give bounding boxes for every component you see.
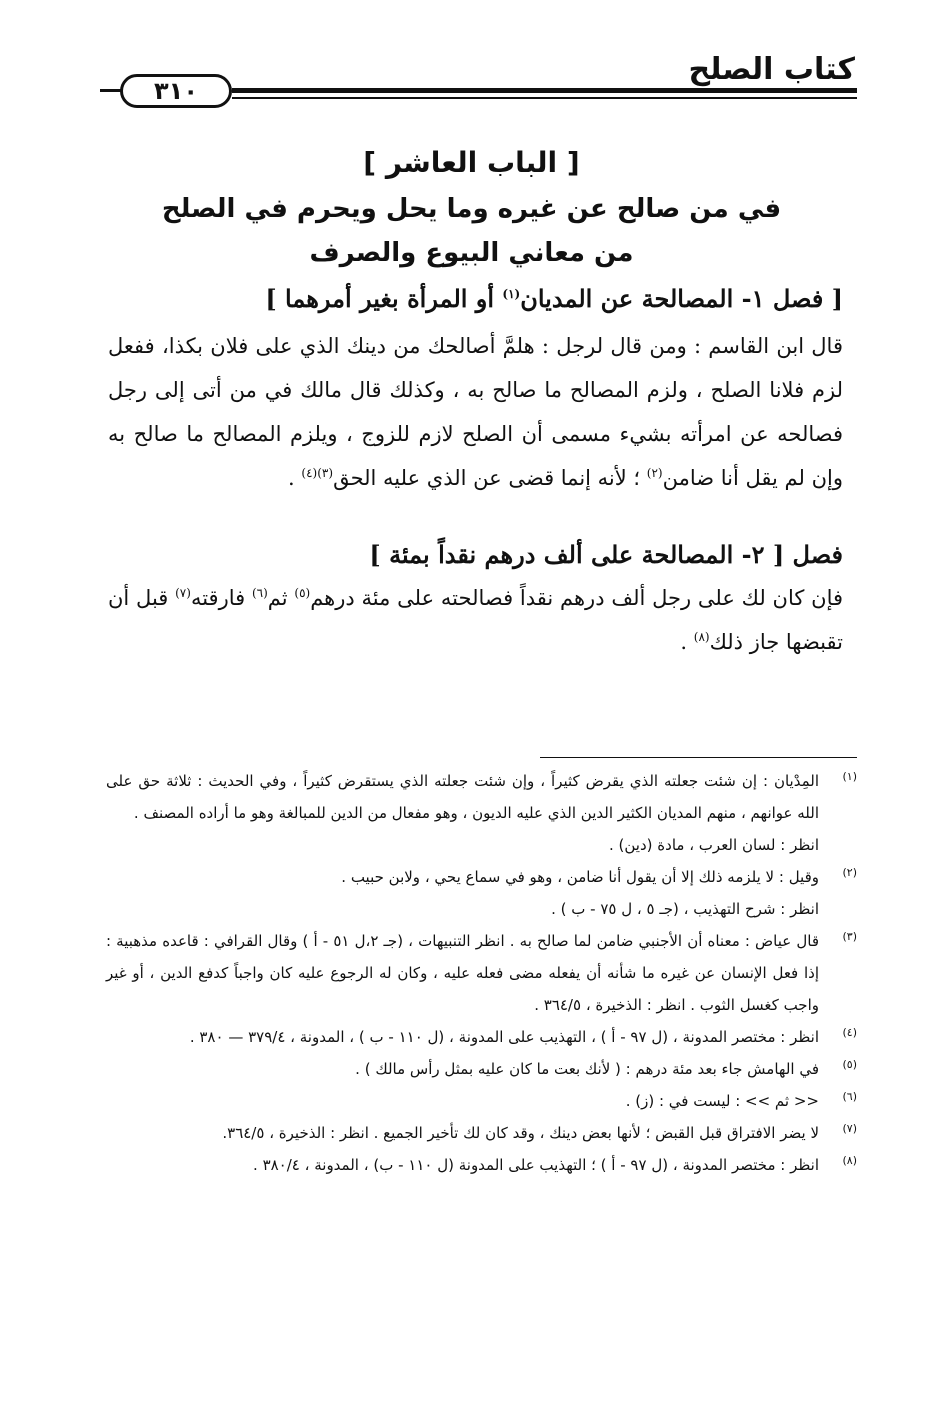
footnote-reference: انظر : شرح التهذيب ، (جـ ٥ ، ل ٧٥ - ب ) . [551, 900, 819, 918]
page-number-text: ٣١٠ [154, 77, 198, 105]
footnote [106, 1085, 857, 1117]
footnote-number: (٥) [842, 1058, 857, 1071]
footnote-text: << ثم >> : ليست في : (ز) . [625, 1092, 819, 1110]
footnote [106, 1117, 857, 1149]
section-2-text-b: ثم [267, 586, 295, 610]
section-1-title [108, 278, 843, 320]
section-1-paragraph [108, 324, 843, 500]
footnote-number: (٧) [842, 1122, 857, 1135]
running-header-title: كتاب الصلح [688, 52, 855, 87]
footnote [106, 1053, 857, 1085]
footnote-text: لا يضر الافتراق قبل القبض ؛ لأنها بعض دينك ، وقد كان لك تأخير الجميع . انظر : الذخيرة ، ٣٦٤/٥. [222, 1124, 819, 1142]
footnote-number: (٨) [842, 1154, 857, 1167]
section-1-text-c: . [288, 466, 302, 490]
footnote-number: (٦) [842, 1090, 857, 1103]
footnote-text: المِدْيان : إن شئت جعلته الذي يقرض كثيراً ، وإن شئت جعلته الذي يستقرض كثيراً ، وفي الحديث : ثلاثة حق على الله عوانهم ، منهم المديان الكثير الدين الذي عليه الديون ، وهو مفعال من الدين للمبالغة وهو ما أراده المصنف . [106, 772, 819, 822]
footnote-text: انظر : مختصر المدونة ، (ل ٩٧ - أ ) ، التهذيب على المدونة ، (ل ١١٠ - ب ) ، المدونة ، ٣٧٩/٤ — ٣٨٠ . [189, 1028, 819, 1046]
section-1-title-a: [ فصل ١- المصالحة عن المديان [520, 284, 843, 313]
footnote-number: (١) [842, 770, 857, 783]
page-number-ornament [100, 89, 122, 92]
footnote [106, 1149, 857, 1181]
section-1-text-a: قال ابن القاسم : ومن قال لرجل : هلمَّ أصالحك من دينك الذي على فلان بكذا، ففعل لزم فلانا الصلح ، ولزم المصالح ما صالح به ، وكذلك قال مالك في من أتى إلى رجل فصالحه عن امرأته بشيء مسمى أن الصلح لازم للزوج ، ويلزم المصالح ما صالح به وإن لم يقل أنا ضامن [108, 334, 843, 490]
page-number [120, 74, 232, 108]
footnote-text: في الهامش جاء بعد مئة درهم : ( لأنك بعت ما كان عليه بمثل رأس مالك ) . [355, 1060, 819, 1078]
footnote-ref-6[interactable]: (٦) [251, 586, 268, 600]
footnote [106, 1021, 857, 1053]
header-rule [232, 88, 857, 93]
section-1-title-b: أو المرأة بغير أمرهما ] [265, 284, 503, 313]
section-2-text-e: . [680, 630, 694, 654]
footnote-reference: انظر : لسان العرب ، مادة (دين) . [609, 836, 819, 854]
footnote-number: (٣) [842, 930, 857, 943]
footnote-text: وقيل : لا يلزمه ذلك إلا أن يقول أنا ضامن ، وهو في سماع يحي ، ولابن حبيب . [341, 868, 819, 886]
footnote-ref-7[interactable]: (٧) [175, 586, 191, 600]
footnote-ref-8[interactable]: (٨) [693, 630, 710, 644]
chapter-title: [ الباب العاشر ] [363, 146, 580, 179]
footnote-ref-3-4[interactable]: (٣)(٤) [301, 466, 334, 480]
footnote-ref-1[interactable]: (١) [502, 287, 521, 301]
section-2-title: فصل [ ٢- المصالحة على ألف درهم نقداً بمئة ] [369, 540, 843, 569]
footnotes [106, 765, 857, 1181]
chapter-subtitle-2: من معاني البيوع والصرف [309, 238, 634, 268]
footnote-ref-5[interactable]: (٥) [294, 586, 311, 600]
footnote [106, 925, 857, 1021]
footnote-ref-2[interactable]: (٢) [646, 466, 663, 480]
footnote-number: (٤) [842, 1026, 857, 1039]
chapter-subtitle-1: في من صالح عن غيره وما يحل ويحرم في الصلح [161, 194, 782, 224]
footnote [106, 861, 857, 893]
footnote-text: قال عياض : معناه أن الأجنبي ضامن لما صالح به . انظر التنبيهات ، (جـ ٢،ل ٥١ - أ ) وقال القرافي : قاعده مذهبية : إذا فعل الإنسان عن غيره ما شأنه أن يفعله مضى فعله عليه ، وكان له الرجوع عليه كان واجباً كدفع الدين ، أو غير واجب كغسل الثوب . انظر : الذخيرة ، ٣٦٤/٥ . [106, 932, 819, 1014]
footnote [106, 765, 857, 829]
section-2-paragraph [108, 576, 843, 664]
section-2-text-c: فارقته [190, 586, 252, 610]
footnote-text: انظر : مختصر المدونة ، (ل ٩٧ - أ ) ؛ التهذيب على المدونة (ل ١١٠ - ب) ، المدونة ، ٣٨٠/٤ . [253, 1156, 819, 1174]
header-rule-thin [232, 97, 857, 99]
footnote-separator [540, 757, 857, 758]
footnote-number: (٢) [842, 866, 857, 879]
section-2-text-a: فإن كان لك على رجل ألف درهم نقداً فصالحته على مئة درهم [310, 586, 844, 610]
section-2-text-d: قبل أن تقبضها جاز ذلك [108, 586, 843, 654]
section-1-text-b: ؛ لأنه إنما قضى عن الذي عليه الحق [333, 466, 647, 490]
